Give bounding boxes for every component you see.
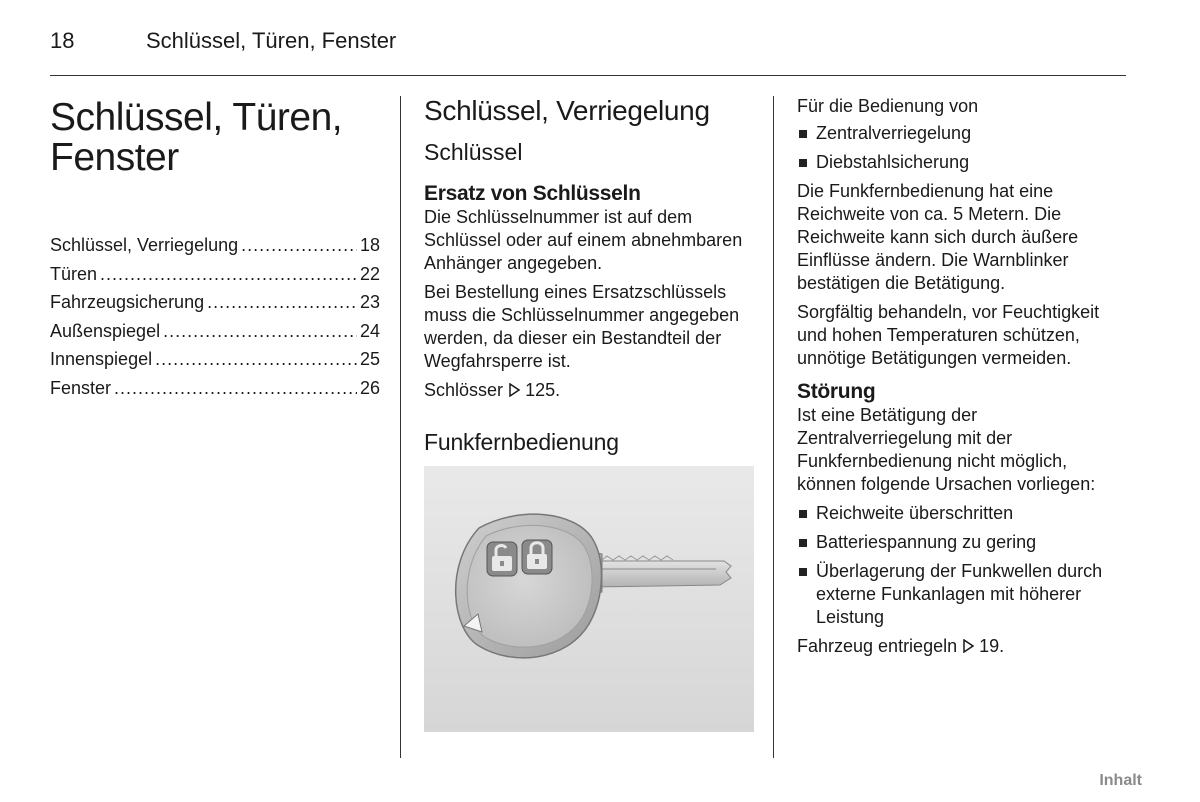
feature-list [797,122,1127,174]
cross-reference[interactable]: Fahrzeug entriegeln 19. [797,636,1005,656]
section-title: Schlüssel, Verriegelung [424,95,710,126]
column-divider [400,96,401,758]
remote-key-illustration [424,466,754,732]
cross-reference[interactable]: Schlösser 125. [424,380,561,400]
list-item: Diebstahlsicherung [797,151,1127,174]
toc-entry[interactable]: Fenster ..... 26 [50,377,380,406]
cause-list [797,502,1127,629]
list-item: Überlagerung der Funkwellen durch externe Funkanlagen mit höherer Leistung [797,560,1127,629]
subsection-title: Schlüssel [424,139,523,165]
fault-title: Störung [797,380,876,403]
column-divider [773,96,774,758]
toc-entry[interactable]: Türen ..... 22 [50,263,380,292]
list-item: Reichweite überschritten [797,502,1127,525]
page-number: 18 [50,28,75,53]
remote-column [797,95,1127,664]
header-rule [50,75,1126,76]
list-item: Zentralverriegelung [797,122,1127,145]
toc-entry[interactable]: Außenspiegel ..... 24 [50,320,380,349]
body-text: Die Funkfernbedienung hat eine Reichweite von ca. 5 Metern. Die Reichweite kann sich durch äußere Einflüsse ändern. Die Warnblinker bestätigen die Betätigung. [797,181,1079,293]
list-item: Batteriespannung zu gering [797,531,1127,554]
running-title: Schlüssel, Türen, Fenster [146,28,397,53]
lock-icon [522,540,552,574]
triangle-arrow-icon [508,383,520,397]
toc-entry[interactable]: Schlüssel, Verriegelung ..... 18 [50,234,380,263]
contents-link[interactable]: Inhalt [1099,772,1142,789]
body-text: Für die Bedienung von [797,96,979,116]
page-header [50,24,1126,60]
section-column [424,92,756,456]
triangle-arrow-icon [962,639,974,653]
subsubsection-title: Ersatz von Schlüsseln [424,182,641,205]
toc-entry[interactable]: Innenspiegel ..... 25 [50,348,380,377]
unlock-icon [487,542,517,576]
toc-entry[interactable]: Fahrzeugsicherung ..... 23 [50,291,380,320]
body-text: Sorgfältig behandeln, vor Feuchtigkeit und hohen Temperaturen schützen, unnötige Betätigungen vermeiden. [797,302,1100,368]
body-text: Die Schlüsselnummer ist auf dem Schlüssel oder auf einem abnehmbaren Anhänger angegeben. [424,207,743,273]
body-text: Bei Bestellung eines Ersatzschlüssels muss die Schlüsselnummer angegeben werden, da dieser ein Bestandteil der Wegfahrsperre ist. [424,282,740,371]
table-of-contents [50,234,380,405]
remote-title: Funkfernbedienung [424,429,619,455]
body-text: Ist eine Betätigung der Zentralverriegelung mit der Funkfernbedienung nicht möglich, können folgende Ursachen vorliegen: [797,405,1096,494]
chapter-column [50,92,380,405]
chapter-title: Schlüssel, Türen, Fenster [50,96,343,179]
